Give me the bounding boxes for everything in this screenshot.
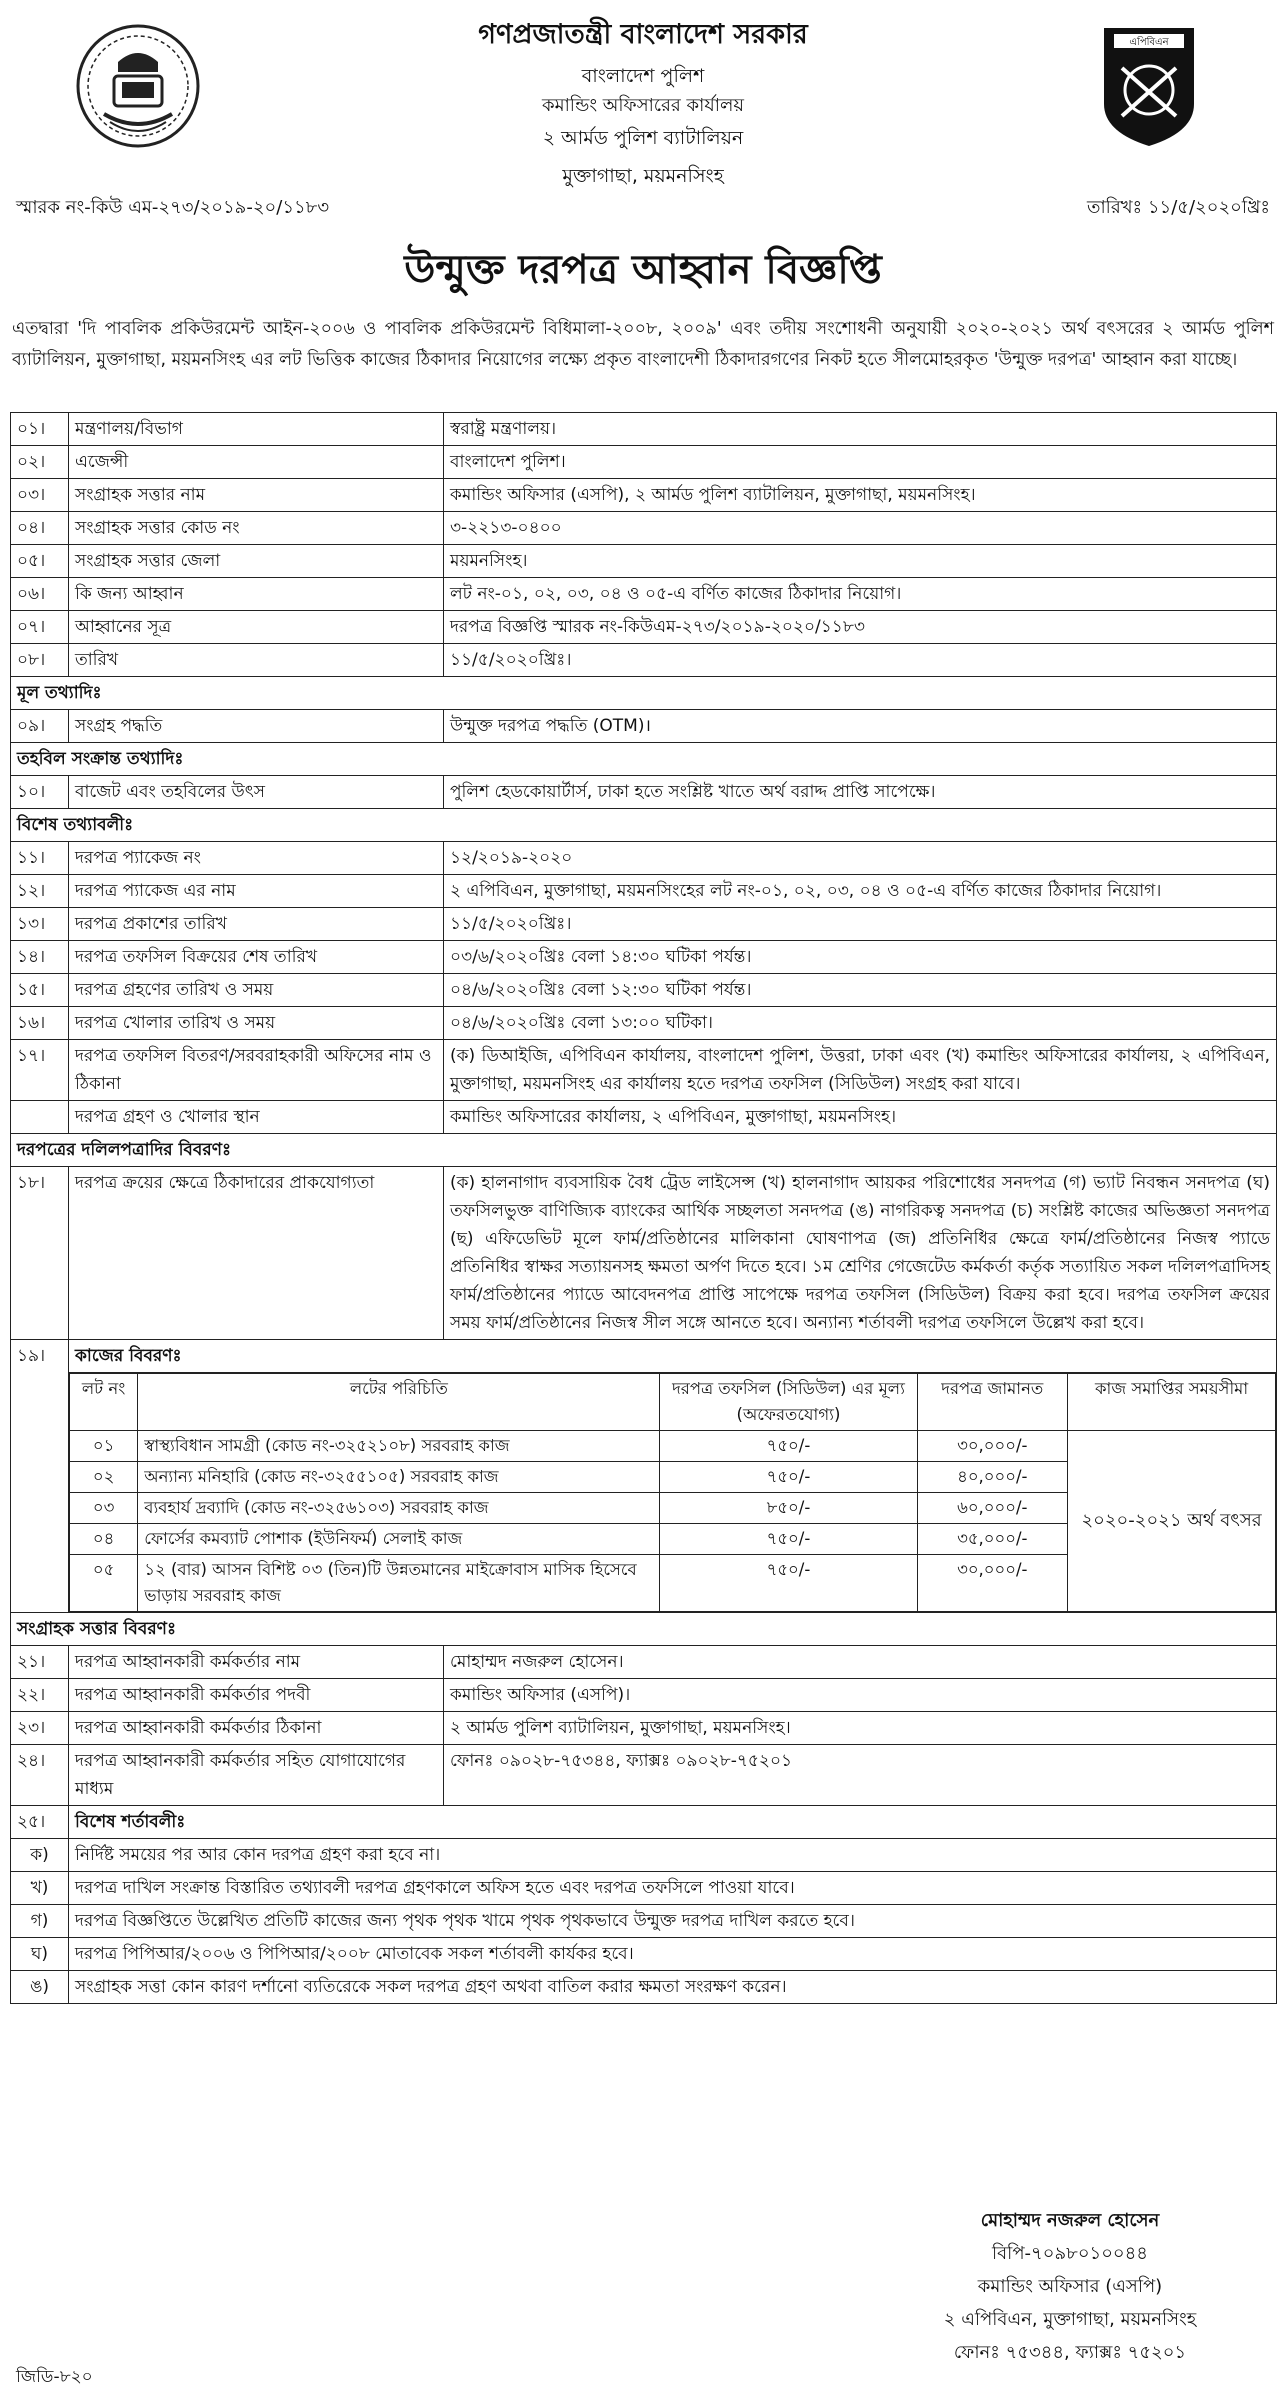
row-number: ১৭। [11, 1040, 69, 1101]
section-documents: দরপত্রের দলিলপত্রাদির বিবরণঃ [11, 1134, 1277, 1167]
intro-paragraph: এতদ্বারা 'দি পাবলিক প্রকিউরমেন্ট আইন-২০০৬ ও পাবলিক প্রকিউরমেন্ট বিধিমালা-২০০৮, ২০০৯' এবং তদীয় সংশোধনী অনুযায়ী ২০২০-২০২১ অর্থ বৎসরের ২ আর্মড পুলিশ ব্যাটালিয়ন, মুক্তাগাছা, ময়মনসিংহ এর লট ভিত্তিক কাজের ঠিকাদার নিয়োগের লক্ষ্যে প্রকৃত বাংলাদেশী ঠিকাদারগণের নিকট হতে সীলমোহরকৃত 'উন্মুক্ত দরপত্র' আহ্বান করা যাচ্ছে। [12, 319, 1274, 370]
memo-date: তারিখঃ ১১/৫/২০২০খ্রিঃ [1086, 197, 1270, 218]
row-number: ০৫। [11, 545, 69, 578]
table-row [11, 941, 1277, 974]
row-number: ২১। [11, 1646, 69, 1679]
signatory-bp: বিপি-৭০৯৮০১০০৪৪ [992, 2243, 1148, 2264]
condition-text: দরপত্র দাখিল সংক্রান্ত বিস্তারিত তথ্যাবলী দরপত্র গ্রহণকালে অফিস হতে এবং দরপত্র তফসিলে পাওয়া যাবে। [69, 1872, 1277, 1905]
row-value: (ক) হালনাগাদ ব্যবসায়িক বৈধ ট্রেড লাইসেন্স (খ) হালনাগাদ আয়কর পরিশোধের সনদপত্র (গ) ভ্যাট নিবন্ধন সনদপত্র (ঘ) তফসিলভুক্ত বাণিজ্যিক ব্যাংকের আর্থিক সচ্ছলতা সনদপত্র (ঙ) নাগরিকত্ব সনদপত্র (চ) সংশ্লিষ্ট কাজের অভিজ্ঞতা সনদপত্র (ছ) এফিডেভিট মূলে ফার্ম/প্রতিষ্ঠানের মালিকানা ঘোষণাপত্র (জ) প্রতিনিধির ক্ষেত্রে ফার্ম/প্রতিষ্ঠানের নিজস্ব প্যাডে প্রতিনিধির স্বাক্ষর সত্যায়নসহ ক্ষমতা অর্পণ দিতে হবে। ১ম শ্রেণির গেজেটেড কর্মকর্তা কর্তৃক সত্যায়িত সকল দলিলপত্রাদিসহ ফার্ম/প্রতিষ্ঠানের প্যাডে আবেদনপত্র প্রাপ্তি সাপেক্ষে দরপত্র তফসিল (সিডিউল) বিক্রয় করা হবে। দরপত্র তফসিল ক্রয়ের সময় ফার্ম/প্রতিষ্ঠানের নিজস্ব সীল সঙ্গে আনতে হবে। অন্যান্য শর্তাবলী দরপত্র তফসিলে উল্লেখ করা হবে। [444, 1167, 1277, 1340]
lot-description: ফোর্সের কমব্যাট পোশাক (ইউনিফর্ম) সেলাই কাজ [138, 1524, 660, 1555]
schedule-price: ৭৫০/- [660, 1462, 917, 1493]
table-row [11, 578, 1277, 611]
tender-security: ৬০,০০০/- [917, 1493, 1068, 1524]
table-row [11, 842, 1277, 875]
table-row [11, 1745, 1277, 1806]
row-label: এজেন্সী [69, 446, 444, 479]
row-number: ০৯। [11, 710, 69, 743]
table-row [11, 644, 1277, 677]
table-row [11, 974, 1277, 1007]
row-label: সংগ্রাহক সত্তার জেলা [69, 545, 444, 578]
row-number: ০৮। [11, 644, 69, 677]
tender-security: ৪০,০০০/- [917, 1462, 1068, 1493]
apbn-shield-logo [1100, 24, 1198, 150]
schedule-price: ৭৫০/- [660, 1555, 917, 1612]
table-row [11, 776, 1277, 809]
row-value: ০৪/৬/২০২০খ্রিঃ বেলা ১২:৩০ ঘটিকা পর্যন্ত। [444, 974, 1277, 1007]
section-fund-info: তহবিল সংক্রান্ত তথ্যাদিঃ [11, 743, 1277, 776]
row-number: ০৪। [11, 512, 69, 545]
table-row [11, 413, 1277, 446]
row-label: তারিখ [69, 644, 444, 677]
row-label: দরপত্র তফসিল বিতরণ/সরবরাহকারী অফিসের নাম ও ঠিকানা [69, 1040, 444, 1101]
row-label: দরপত্র ক্রয়ের ক্ষেত্রে ঠিকাদারের প্রাকযোগ্যতা [69, 1167, 444, 1340]
row-value: ০৩/৬/২০২০খ্রিঃ বেলা ১৪:৩০ ঘটিকা পর্যন্ত। [444, 941, 1277, 974]
condition-row [11, 1938, 1277, 1971]
row-number: ০৭। [11, 611, 69, 644]
row-label: দরপত্র আহ্বানকারী কর্মকর্তার পদবী [69, 1679, 444, 1712]
condition-row [11, 1905, 1277, 1938]
row-value: ১২/২০১৯-২০২০ [444, 842, 1277, 875]
row-label: দরপত্র গ্রহণের তারিখ ও সময় [69, 974, 444, 1007]
condition-text: দরপত্র বিজ্ঞপ্তিতে উল্লেখিত প্রতিটি কাজের জন্য পৃথক পৃথক খামে পৃথক পৃথকভাবে উন্মুক্ত দরপত্র দাখিল করতে হবে। [69, 1905, 1277, 1938]
row-value: মোহাম্মদ নজরুল হোসেন। [444, 1646, 1277, 1679]
row-number [11, 1101, 69, 1134]
row-number: ০৬। [11, 578, 69, 611]
lot-description: অন্যান্য মনিহারি (কোড নং-৩২৫৫১০৫) সরবরাহ কাজ [138, 1462, 660, 1493]
works-row [11, 1340, 1277, 1613]
tender-security: ৩০,০০০/- [917, 1431, 1068, 1462]
section-header-row [11, 1134, 1277, 1167]
row-number: ১৮। [11, 1167, 69, 1340]
condition-row [11, 1839, 1277, 1872]
row-value: (ক) ডিআইজি, এপিবিএন কার্যালয়, বাংলাদেশ পুলিশ, উত্তরা, ঢাকা এবং (খ) কমান্ডিং অফিসারের কার্যালয়, ২ এপিবিএন, মুক্তাগাছা, ময়মনসিংহ এর কার্যালয় হতে দরপত্র তফসিল (সিডিউল) সংগ্রহ করা যাবে। [444, 1040, 1277, 1101]
table-row [11, 1712, 1277, 1745]
row-number: ০৩। [11, 479, 69, 512]
table-row [11, 1101, 1277, 1134]
signatory-address: ২ এপিবিএন, মুক্তাগাছা, ময়মনসিংহ [943, 2309, 1197, 2330]
org-line-1: বাংলাদেশ পুলিশ [581, 65, 705, 87]
schedule-price: ৭৫০/- [660, 1431, 917, 1462]
org-line-3: ২ আর্মড পুলিশ ব্যাটালিয়ন [542, 127, 744, 149]
row-number: ১৩। [11, 908, 69, 941]
table-row [11, 1679, 1277, 1712]
col-header-period: কাজ সমাপ্তির সময়সীমা [1068, 1374, 1276, 1431]
row-value: বাংলাদেশ পুলিশ। [444, 446, 1277, 479]
row-label: সংগ্রাহক সত্তার কোড নং [69, 512, 444, 545]
table-row [11, 1167, 1277, 1340]
condition-mark: গ) [11, 1905, 69, 1938]
row-label: কি জন্য আহ্বান [69, 578, 444, 611]
condition-text: নির্দিষ্ট সময়ের পর আর কোন দরপত্র গ্রহণ করা হবে না। [69, 1839, 1277, 1872]
lot-description: স্বাস্থ্যবিধান সামগ্রী (কোড নং-৩২৫২১০৮) সরবরাহ কাজ [138, 1431, 660, 1462]
row-value: ০৪/৬/২০২০খ্রিঃ বেলা ১৩:০০ ঘটিকা। [444, 1007, 1277, 1040]
row-label: দরপত্র প্যাকেজ নং [69, 842, 444, 875]
table-row [11, 611, 1277, 644]
footer-code: জিডি-৮২০ [16, 2367, 93, 2387]
row-number: ১০। [11, 776, 69, 809]
section-entity-info: সংগ্রাহক সত্তার বিবরণঃ [11, 1613, 1277, 1646]
row-value: ১১/৫/২০২০খ্রিঃ। [444, 908, 1277, 941]
section-header-row [11, 743, 1277, 776]
table-row [70, 1431, 1276, 1462]
table-row [11, 710, 1277, 743]
condition-mark: খ) [11, 1872, 69, 1905]
row-number: ১১। [11, 842, 69, 875]
col-header-security: দরপত্র জামানত [917, 1374, 1068, 1431]
completion-period: ২০২০-২০২১ অর্থ বৎসর [1068, 1431, 1276, 1612]
conditions-title: বিশেষ শর্তাবলীঃ [69, 1806, 1277, 1839]
section-special-info: বিশেষ তথ্যাবলীঃ [11, 809, 1277, 842]
row-value: কমান্ডিং অফিসার (এসপি)। [444, 1679, 1277, 1712]
row-value: ১১/৫/২০২০খ্রিঃ। [444, 644, 1277, 677]
lot-number: ০২ [70, 1462, 138, 1493]
row-value: কমান্ডিং অফিসারের কার্যালয়, ২ এপিবিএন, মুক্তাগাছা, ময়মনসিংহ। [444, 1101, 1277, 1134]
row-label: দরপত্র খোলার তারিখ ও সময় [69, 1007, 444, 1040]
lot-description: ১২ (বার) আসন বিশিষ্ট ০৩ (তিন)টি উন্নতমানের মাইক্রোবাস মাসিক হিসেবে ভাড়ায় সরবরাহ কাজ [138, 1555, 660, 1612]
row-label: দরপত্র গ্রহণ ও খোলার স্থান [69, 1101, 444, 1134]
row-number: ২৪। [11, 1745, 69, 1806]
col-header-lot: লট নং [70, 1374, 138, 1431]
row-number: ১৬। [11, 1007, 69, 1040]
row-label: দরপত্র আহ্বানকারী কর্মকর্তার সহিত যোগাযোগের মাধ্যম [69, 1745, 444, 1806]
col-header-desc: লটের পরিচিতি [138, 1374, 660, 1431]
section-header-row [11, 677, 1277, 710]
lot-description: ব্যবহার্য দ্রব্যাদি (কোড নং-৩২৫৬১০৩) সরবরাহ কাজ [138, 1493, 660, 1524]
row-label: দরপত্র প্রকাশের তারিখ [69, 908, 444, 941]
row-number: ২২। [11, 1679, 69, 1712]
row-label: বাজেট এবং তহবিলের উৎস [69, 776, 444, 809]
row-value: ময়মনসিংহ। [444, 545, 1277, 578]
notice-title: উন্মুক্ত দরপত্র আহ্বান বিজ্ঞপ্তি [404, 247, 882, 293]
table-row [11, 545, 1277, 578]
condition-text: সংগ্রাহক সত্তা কোন কারণ দর্শানো ব্যতিরেকে সকল দরপত্র গ্রহণ অথবা বাতিল করার ক্ষমতা সংরক্ষণ করেন। [69, 1971, 1277, 2004]
row-value: ২ এপিবিএন, মুক্তাগাছা, ময়মনসিংহের লট নং-০১, ০২, ০৩, ০৪ ও ০৫-এ বর্ণিত কাজের ঠিকাদার নিয়োগ। [444, 875, 1277, 908]
row-number: ১৪। [11, 941, 69, 974]
signatory-name: মোহাম্মদ নজরুল হোসেন [980, 2210, 1160, 2231]
condition-row [11, 1872, 1277, 1905]
table-row [11, 875, 1277, 908]
section-header-row [11, 809, 1277, 842]
table-row [11, 908, 1277, 941]
works-title: কাজের বিবরণঃ [69, 1340, 1276, 1373]
row-number: ০২। [11, 446, 69, 479]
row-value: পুলিশ হেডকোয়ার্টার্স, ঢাকা হতে সংশ্লিষ্ট খাতে অর্থ বরাদ্দ প্রাপ্তি সাপেক্ষে। [444, 776, 1277, 809]
signature-block [880, 2204, 1260, 2369]
row-value: ২ আর্মড পুলিশ ব্যাটালিয়ন, মুক্তাগাছা, ময়মনসিংহ। [444, 1712, 1277, 1745]
row-value: কমান্ডিং অফিসার (এসপি), ২ আর্মড পুলিশ ব্যাটালিয়ন, মুক্তাগাছা, ময়মনসিংহ। [444, 479, 1277, 512]
schedule-price: ৭৫০/- [660, 1524, 917, 1555]
table-row [11, 1646, 1277, 1679]
tender-security: ৩৫,০০০/- [917, 1524, 1068, 1555]
org-line-2: কমান্ডিং অফিসারের কার্যালয় [542, 95, 744, 116]
memo-number: স্মারক নং-কিউ এম-২৭৩/২০১৯-২০/১১৮৩ [16, 197, 330, 218]
row-number: ০১। [11, 413, 69, 446]
tender-security: ৩০,০০০/- [917, 1555, 1068, 1612]
condition-mark: ঙ) [11, 1971, 69, 2004]
signatory-designation: কমান্ডিং অফিসার (এসপি) [977, 2276, 1163, 2297]
row-number: ২৩। [11, 1712, 69, 1745]
tender-info-table [10, 412, 1277, 2004]
row-label: দরপত্র আহ্বানকারী কর্মকর্তার ঠিকানা [69, 1712, 444, 1745]
signatory-contact: ফোনঃ ৭৫৩৪৪, ফ্যাক্সঃ ৭৫২০১ [953, 2342, 1187, 2363]
table-row [11, 1040, 1277, 1101]
condition-mark: ক) [11, 1839, 69, 1872]
condition-mark: ঘ) [11, 1938, 69, 1971]
table-row [11, 512, 1277, 545]
lot-number: ০৪ [70, 1524, 138, 1555]
lot-number: ০১ [70, 1431, 138, 1462]
row-label: মন্ত্রণালয়/বিভাগ [69, 413, 444, 446]
table-row [11, 1007, 1277, 1040]
works-table [69, 1373, 1276, 1612]
row-label: সংগ্রহ পদ্ধতি [69, 710, 444, 743]
apbn-logo-text: এপিবিএন [1129, 37, 1169, 48]
row-number: ১৯। [11, 1340, 69, 1613]
table-row [11, 446, 1277, 479]
row-value: স্বরাষ্ট্র মন্ত্রণালয়। [444, 413, 1277, 446]
schedule-price: ৮৫০/- [660, 1493, 917, 1524]
row-number: ১৫। [11, 974, 69, 1007]
row-label: দরপত্র আহ্বানকারী কর্মকর্তার নাম [69, 1646, 444, 1679]
row-value: দরপত্র বিজ্ঞপ্তি স্মারক নং-কিউএম-২৭৩/২০১৯-২০২০/১১৮৩ [444, 611, 1277, 644]
table-row [11, 479, 1277, 512]
row-label: দরপত্র প্যাকেজ এর নাম [69, 875, 444, 908]
section-header-row [11, 1613, 1277, 1646]
lot-number: ০৫ [70, 1555, 138, 1612]
row-number: ১২। [11, 875, 69, 908]
condition-text: দরপত্র পিপিআর/২০০৬ ও পিপিআর/২০০৮ মোতাবেক সকল শর্তাবলী কার্যকর হবে। [69, 1938, 1277, 1971]
row-value: উন্মুক্ত দরপত্র পদ্ধতি (OTM)। [444, 710, 1277, 743]
row-value: লট নং-০১, ০২, ০৩, ০৪ ও ০৫-এ বর্ণিত কাজের ঠিকাদার নিয়োগ। [444, 578, 1277, 611]
org-line-4: মুক্তাগাছা, ময়মনসিংহ [562, 165, 724, 187]
conditions-title-row [11, 1806, 1277, 1839]
row-value: ফোনঃ ০৯০২৮-৭৫৩৪৪, ফ্যাক্সঃ ০৯০২৮-৭৫২০১ [444, 1745, 1277, 1806]
section-basic-info: মূল তথ্যাদিঃ [11, 677, 1277, 710]
row-label: দরপত্র তফসিল বিক্রয়ের শেষ তারিখ [69, 941, 444, 974]
col-header-price: দরপত্র তফসিল (সিডিউল) এর মূল্য (অফেরতযোগ্য) [660, 1374, 917, 1431]
government-title: গণপ্রজাতন্ত্রী বাংলাদেশ সরকার [478, 19, 808, 50]
row-label: সংগ্রাহক সত্তার নাম [69, 479, 444, 512]
lot-number: ০৩ [70, 1493, 138, 1524]
row-value: ৩-২২১৩-০৪০০ [444, 512, 1277, 545]
row-label: আহ্বানের সূত্র [69, 611, 444, 644]
row-number: ২৫। [11, 1806, 69, 1839]
condition-row [11, 1971, 1277, 2004]
